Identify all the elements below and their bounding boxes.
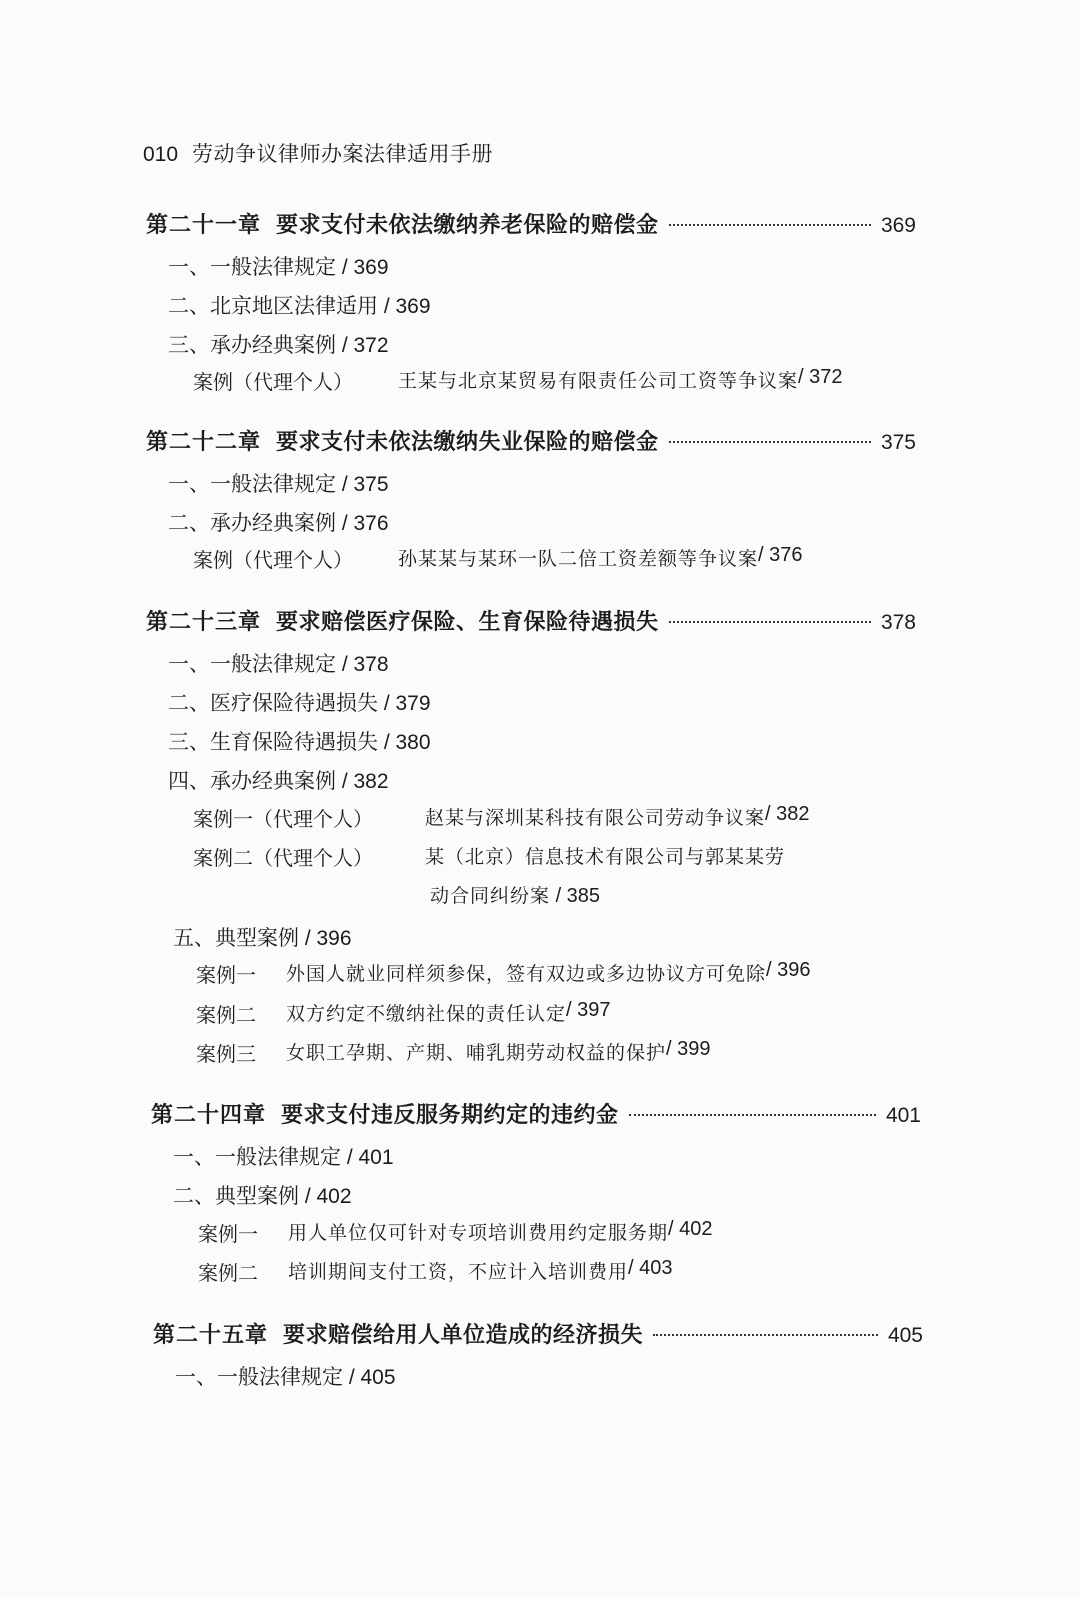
- header-page-number: 010: [143, 143, 179, 166]
- case-page: / 397: [566, 999, 611, 1021]
- section-page: / 405: [343, 1366, 396, 1389]
- section-page: / 380: [378, 731, 431, 754]
- chapter-number: 第二十三章: [146, 610, 262, 635]
- case-title: 赵某与深圳某科技有限公司劳动争议案: [425, 807, 766, 829]
- section-entry[interactable]: [168, 329, 389, 359]
- section-label: 三、承办经典案例: [168, 333, 336, 357]
- header-book-title: 劳动争议律师办案法律适用手册: [192, 142, 494, 166]
- case-entry[interactable]: [198, 1257, 673, 1286]
- section-entry[interactable]: [168, 687, 431, 717]
- case-label: 案例一: [196, 963, 256, 987]
- section-label: 一、一般法律规定: [168, 255, 336, 279]
- case-page: / 376: [758, 544, 803, 566]
- section-page: / 382: [336, 770, 389, 793]
- case-entry[interactable]: [196, 1038, 711, 1067]
- chapter-22-entry[interactable]: [146, 425, 916, 456]
- section-page: / 378: [336, 653, 389, 676]
- chapter-number: 第二十五章: [153, 1323, 269, 1348]
- case-title: 王某与北京某贸易有限责任公司工资等争议案: [398, 370, 799, 392]
- dot-leader: [653, 1334, 878, 1336]
- section-page: / 369: [378, 295, 431, 318]
- section-page: / 372: [336, 334, 389, 357]
- case-label: 案例三: [196, 1042, 256, 1066]
- section-page: / 369: [336, 256, 389, 279]
- chapter-page: 375: [880, 431, 916, 454]
- chapter-number: 第二十一章: [146, 213, 262, 238]
- chapter-title: 要求支付违反服务期约定的违约金: [281, 1103, 619, 1128]
- section-page: / 376: [336, 512, 389, 535]
- section-entry[interactable]: [168, 507, 389, 537]
- section-entry[interactable]: [168, 648, 389, 678]
- section-entry[interactable]: [173, 1180, 352, 1210]
- section-page: / 401: [341, 1146, 394, 1169]
- section-page: / 379: [378, 692, 431, 715]
- case-entry[interactable]: [193, 803, 810, 832]
- case-title: 用人单位仅可针对专项培训费用约定服务期: [288, 1222, 669, 1244]
- case-label: 案例一（代理个人）: [193, 807, 373, 831]
- running-header: [143, 138, 493, 168]
- chapter-title: 要求赔偿医疗保险、生育保险待遇损失: [276, 610, 659, 635]
- section-label: 二、承办经典案例: [168, 511, 336, 535]
- section-label: 五、典型案例: [173, 926, 299, 950]
- case-page: / 403: [628, 1257, 673, 1279]
- section-label: 二、医疗保险待遇损失: [168, 691, 378, 715]
- case-entry[interactable]: [193, 544, 803, 573]
- chapter-24-entry[interactable]: [151, 1098, 921, 1129]
- case-title: 双方约定不缴纳社保的责任认定: [286, 1003, 567, 1025]
- case-title: 外国人就业同样须参保，签有双边或多边协议方可免除: [286, 963, 767, 985]
- case-label: 案例二: [198, 1261, 258, 1285]
- chapter-page: 405: [887, 1324, 923, 1347]
- case-label: 案例（代理个人）: [193, 548, 353, 572]
- dot-leader: [669, 621, 871, 623]
- case-page: / 402: [668, 1218, 713, 1240]
- section-entry[interactable]: [173, 922, 352, 952]
- case-label: 案例一: [198, 1222, 258, 1246]
- section-label: 一、一般法律规定: [168, 652, 336, 676]
- section-label: 一、一般法律规定: [168, 472, 336, 496]
- chapter-page: 378: [880, 611, 916, 634]
- chapter-page: 369: [880, 214, 916, 237]
- chapter-23-entry[interactable]: [146, 605, 916, 636]
- chapter-title: 要求赔偿给用人单位造成的经济损失: [283, 1323, 644, 1348]
- section-entry[interactable]: [175, 1361, 396, 1391]
- case-title: 某（北京）信息技术有限公司与郭某某劳: [425, 846, 786, 868]
- case-entry[interactable]: [193, 842, 785, 871]
- dot-leader: [669, 224, 871, 226]
- case-page: / 399: [666, 1038, 711, 1060]
- case-page: / 382: [765, 803, 810, 825]
- case-page: / 372: [798, 366, 843, 388]
- chapter-page: 401: [885, 1104, 921, 1127]
- case-title-cont: 动合同纠纷案: [430, 885, 551, 907]
- case-entry[interactable]: [196, 959, 811, 988]
- section-entry[interactable]: [168, 765, 389, 795]
- section-entry[interactable]: [168, 726, 431, 756]
- section-entry[interactable]: [168, 468, 389, 498]
- section-entry[interactable]: [173, 1141, 394, 1171]
- case-entry[interactable]: [196, 999, 611, 1028]
- case-title-continuation[interactable]: [430, 881, 600, 908]
- dot-leader: [669, 441, 871, 443]
- case-page: / 396: [766, 959, 811, 981]
- chapter-number: 第二十二章: [146, 430, 262, 455]
- section-label: 一、一般法律规定: [173, 1145, 341, 1169]
- section-label: 一、一般法律规定: [175, 1365, 343, 1389]
- section-entry[interactable]: [168, 251, 389, 281]
- case-entry[interactable]: [193, 366, 843, 395]
- case-title: 培训期间支付工资，不应计入培训费用: [288, 1261, 629, 1283]
- section-page: / 402: [299, 1185, 352, 1208]
- chapter-title: 要求支付未依法缴纳失业保险的赔偿金: [276, 430, 659, 455]
- case-label: 案例（代理个人）: [193, 370, 353, 394]
- chapter-number: 第二十四章: [151, 1103, 267, 1128]
- case-page: / 385: [550, 885, 601, 907]
- section-page: / 375: [336, 473, 389, 496]
- section-label: 二、典型案例: [173, 1184, 299, 1208]
- section-entry[interactable]: [168, 290, 431, 320]
- section-label: 二、北京地区法律适用: [168, 294, 378, 318]
- chapter-25-entry[interactable]: [153, 1318, 923, 1349]
- section-label: 四、承办经典案例: [168, 769, 336, 793]
- dot-leader: [629, 1114, 876, 1116]
- case-entry[interactable]: [198, 1218, 713, 1247]
- case-title: 孙某某与某环一队二倍工资差额等争议案: [398, 548, 759, 570]
- case-label: 案例二（代理个人）: [193, 846, 373, 870]
- case-title: 女职工孕期、产期、哺乳期劳动权益的保护: [286, 1042, 667, 1064]
- chapter-21-entry[interactable]: [146, 208, 916, 239]
- chapter-title: 要求支付未依法缴纳养老保险的赔偿金: [276, 213, 659, 238]
- section-label: 三、生育保险待遇损失: [168, 730, 378, 754]
- section-page: / 396: [299, 927, 352, 950]
- case-label: 案例二: [196, 1003, 256, 1027]
